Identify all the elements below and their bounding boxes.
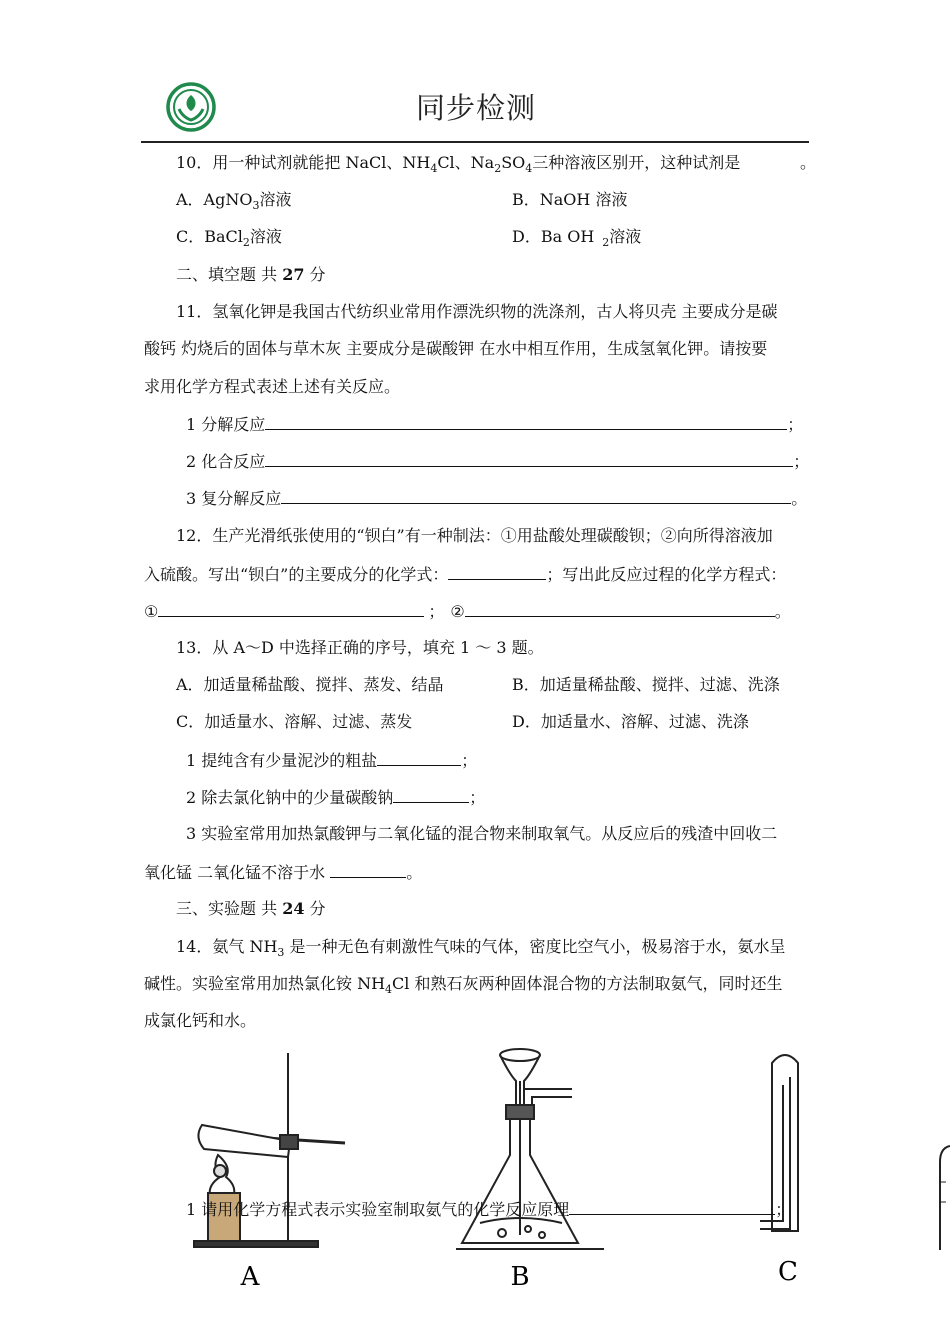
q10-option-d: D．Ba OH $_2$溶液 bbox=[512, 227, 642, 249]
header-divider bbox=[141, 141, 809, 143]
q11-part3: 3 复分解反应 。 bbox=[186, 489, 808, 508]
answer-blank[interactable] bbox=[281, 487, 791, 504]
figure-label-a: A bbox=[240, 1262, 260, 1292]
q13-part2: 2 除去氯化钠中的少量碳酸钠 ； bbox=[186, 788, 486, 807]
q12-line1: 12．生产光滑纸张使用的“钡白”有一种制法：①用盐酸处理碳酸钡；②向所得溶液加 bbox=[176, 526, 773, 545]
answer-blank[interactable] bbox=[377, 749, 461, 766]
answer-blank[interactable] bbox=[330, 861, 406, 878]
q10-option-a: A．AgNO$_3$溶液 bbox=[176, 190, 292, 212]
answer-blank[interactable] bbox=[265, 450, 793, 467]
q10-stem-end: 。 bbox=[800, 153, 817, 172]
q11-line1: 11．氢氧化钾是我国古代纺织业常用作漂洗织物的洗涤剂，古人将贝壳 主要成分是碳 bbox=[176, 302, 778, 321]
q13-option-b: B．加适量稀盐酸、搅拌、过滤、洗涤 bbox=[512, 675, 780, 694]
q13-part3: 3 实验室常用加热氯酸钾与二氧化锰的混合物来制取氧气。从反应后的残渣中回收二 bbox=[186, 824, 778, 843]
leaf-circle-logo-icon bbox=[166, 82, 216, 132]
q11-line2: 酸钙 灼烧后的固体与草木灰 主要成分是碳酸钾 在水中相互作用，生成氢氧化钾。请按要 bbox=[144, 339, 768, 358]
q11-part1: 1 分解反应 ； bbox=[186, 415, 804, 434]
q12-line2: 入硫酸。写出“钡白”的主要成分的化学式： ；写出此反应过程的化学方程式： bbox=[144, 565, 787, 584]
q13-stem: 13．从 A～D 中选择正确的序号，填充 1 ～ 3 题。 bbox=[176, 638, 544, 657]
q10-option-b: B．NaOH 溶液 bbox=[512, 190, 628, 209]
apparatus-figures bbox=[180, 1045, 820, 1295]
q13-option-a: A．加适量稀盐酸、搅拌、蒸发、结晶 bbox=[176, 675, 444, 694]
answer-blank[interactable] bbox=[158, 600, 424, 617]
section-3-heading: 三、实验题 共 24 分 bbox=[176, 899, 326, 918]
page-title: 同步检测 bbox=[416, 91, 537, 125]
q11-part2: 2 化合反应 ； bbox=[186, 452, 810, 471]
answer-blank[interactable] bbox=[265, 413, 787, 430]
q14-part1: 1 请用化学方程式表示实验室制取氨气的化学反应原理 ； bbox=[186, 1200, 792, 1219]
q14-line1: 14．氨气 $NH_3$ 是一种无色有刺激性气味的气体，密度比空气小，极易溶于水，氨水呈 bbox=[176, 937, 786, 959]
section-2-heading: 二、填空题 共 27 分 bbox=[176, 265, 326, 284]
answer-blank[interactable] bbox=[393, 786, 469, 803]
q10-stem: 10．用一种试剂就能把 NaCl、$NH_4Cl$、$Na_2SO_4$三种溶液区别开，这种试剂是 bbox=[176, 153, 741, 175]
q13-part3-cont: 氧化锰 二氧化锰不溶于水 。 bbox=[144, 863, 423, 882]
answer-blank[interactable] bbox=[465, 600, 775, 617]
figure-label-b: B bbox=[510, 1262, 530, 1292]
q13-part1: 1 提纯含有少量泥沙的粗盐 ； bbox=[186, 751, 478, 770]
q13-option-c: C．加适量水、溶解、过滤、蒸发 bbox=[176, 712, 413, 731]
q11-line3: 求用化学方程式表述上述有关反应。 bbox=[144, 377, 401, 396]
q13-option-d: D．加适量水、溶解、过滤、洗涤 bbox=[512, 712, 749, 731]
partial-figure-d bbox=[936, 1142, 950, 1252]
q14-line3: 成氯化钙和水。 bbox=[144, 1011, 257, 1030]
q14-line2: 碱性。实验室常用加热氯化铵 $NH_4Cl$ 和熟石灰两种固体混合物的方法制取氨气，同时还生 bbox=[144, 974, 783, 996]
figure-label-c: C bbox=[778, 1257, 798, 1287]
q10-option-c: C．BaCl$_2$溶液 bbox=[176, 227, 282, 249]
q12-line3: ① ； ② 。 bbox=[144, 602, 791, 621]
answer-blank[interactable] bbox=[569, 1198, 775, 1215]
answer-blank[interactable] bbox=[448, 563, 546, 580]
